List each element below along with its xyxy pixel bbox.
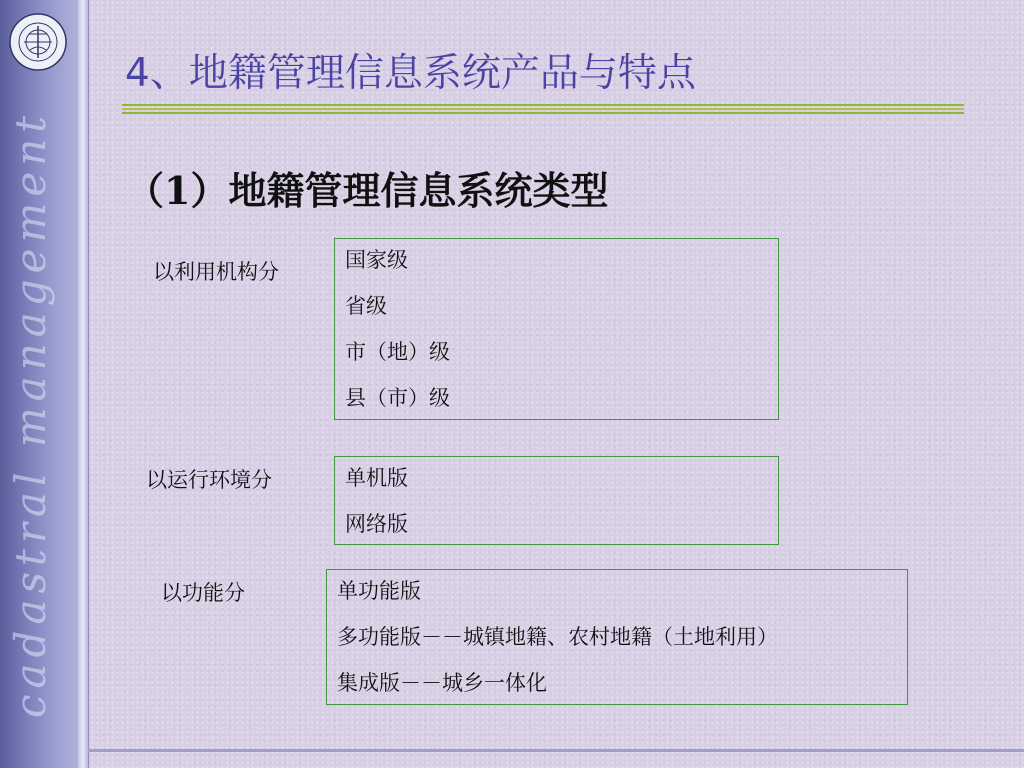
- group-box-institution: [334, 238, 779, 420]
- slide-title: 4、地籍管理信息系统产品与特点: [125, 51, 696, 96]
- section-heading: （1）地籍管理信息系统类型: [126, 168, 609, 213]
- list-item: 网络版: [345, 512, 408, 536]
- list-item: 县（市）级: [345, 386, 450, 410]
- group-label-environment: 以运行环境分: [146, 468, 272, 492]
- sidebar-vertical-text: cadastral management: [6, 109, 55, 718]
- group-label-function: 以功能分: [161, 581, 245, 605]
- list-item: 省级: [345, 294, 387, 318]
- list-item: 单机版: [345, 466, 408, 490]
- list-item: 多功能版－－城镇地籍、农村地籍（土地利用）: [337, 625, 778, 649]
- sidebar-edge: [78, 0, 89, 768]
- list-item: 国家级: [345, 248, 408, 272]
- footer-divider: [88, 749, 1024, 752]
- group-box-environment: [334, 456, 779, 545]
- title-divider: [122, 104, 964, 116]
- list-item: 单功能版: [337, 579, 421, 603]
- sidebar-band: [0, 0, 78, 768]
- list-item: 市（地）级: [345, 340, 450, 364]
- group-label-institution: 以利用机构分: [153, 260, 279, 284]
- group-box-function: [326, 569, 908, 705]
- list-item: 集成版－－城乡一体化: [337, 671, 547, 695]
- university-seal-icon: [8, 12, 68, 72]
